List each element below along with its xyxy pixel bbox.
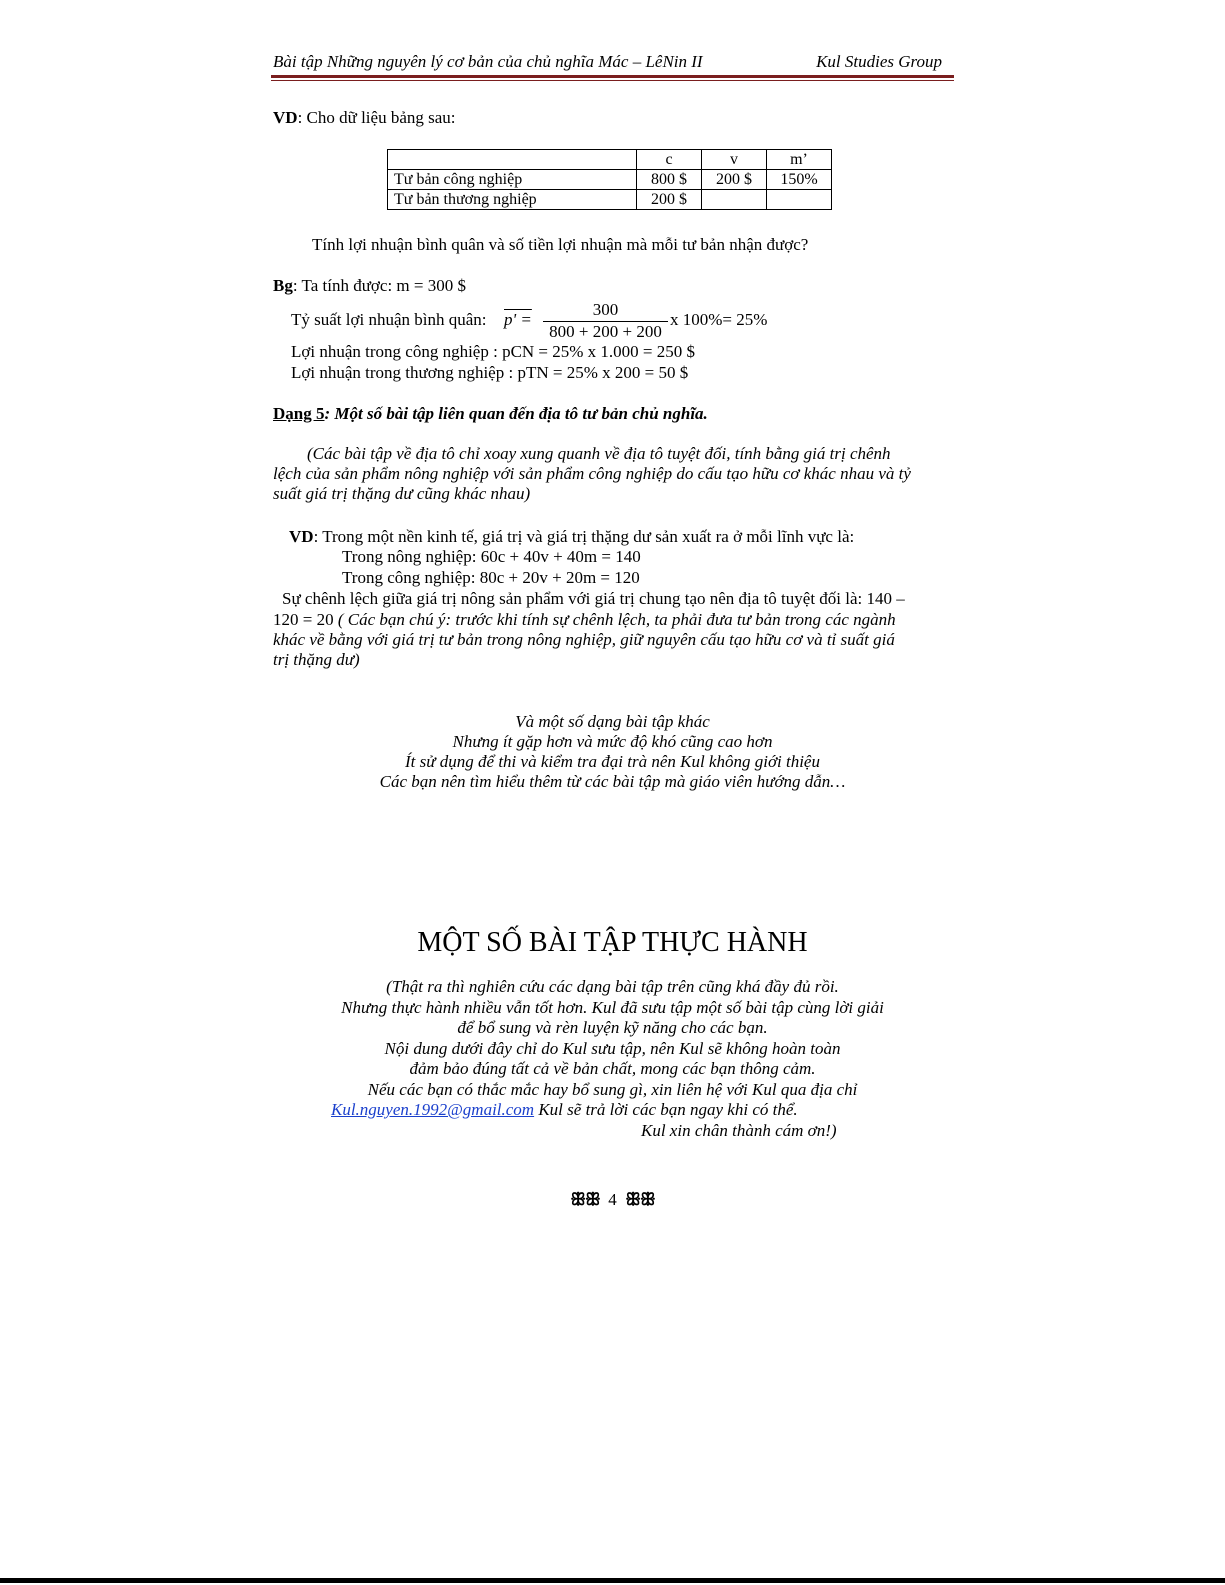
difference-line: Sự chênh lệch giữa giá trị nông sản phẩm với giá trị chung tạo nên địa tô tuyệt đối là: 140 – <box>282 589 905 608</box>
profit-commerce: Lợi nhuận trong thương nghiệp : pTN = 25% x 200 = 50 $ <box>291 363 689 382</box>
table-cell: 200 $ <box>637 190 702 210</box>
running-header-title: Bài tập Những nguyên lý cơ bản của chủ nghĩa Mác – LêNin II <box>273 52 703 71</box>
difference-note-line: khác về bằng với giá trị tư bản trong nông nghiệp, giữ nguyên cấu tạo hữu cơ và tỉ suất giá <box>273 630 895 649</box>
page-number: 4 <box>608 1190 617 1209</box>
dang5-note-line: suất giá trị thặng dư cũng khác nhau) <box>273 484 531 503</box>
table-header-cell: c <box>637 150 702 170</box>
practice-intro-line: đảm bảo đúng tất cả về bản chất, mong các bạn thông cảm. <box>409 1059 816 1078</box>
table-header-row <box>388 150 832 170</box>
difference-note: ( Các bạn chú ý: trước khi tính sự chênh lệch, ta phải đưa tư bản trong các ngành <box>333 610 896 629</box>
table-cell: 150% <box>767 170 832 190</box>
capital-table <box>387 149 832 210</box>
other-types-line: Các bạn nên tìm hiểu thêm từ các bài tập mà giáo viên hướng dẫn… <box>379 772 846 791</box>
bottom-edge-bar <box>0 1578 1225 1583</box>
running-header-group: Kul Studies Group <box>816 52 942 71</box>
rate-label: Tỷ suất lợi nhuận bình quân: <box>291 310 487 329</box>
email-link[interactable]: Kul.nguyen.1992@gmail.com <box>331 1100 535 1119</box>
header-rule-thick <box>271 75 954 78</box>
rate-symbol-text: p' = <box>504 310 532 329</box>
section-label: Dạng 5 <box>273 404 325 423</box>
agriculture-line: Trong nông nghiệp: 60c + 40v + 40m = 140 <box>342 547 641 566</box>
example-text: : Cho dữ liệu bảng sau: <box>297 108 456 127</box>
table-header-cell: m’ <box>767 150 832 170</box>
table-cell: Tư bản thương nghiệp <box>388 190 637 210</box>
industry-line: Trong công nghiệp: 80c + 20v + 20m = 120 <box>342 568 640 587</box>
profit-industry: Lợi nhuận trong công nghiệp : pCN = 25% x 1.000 = 250 $ <box>291 342 696 361</box>
solution-label: Bg <box>273 276 293 295</box>
dang5-note-line: lệch của sản phẩm nông nghiệp với sản phẩm công nghiệp do cấu tạo hữu cơ khác nhau và tỷ <box>273 464 911 483</box>
practice-intro-line: Nếu các bạn có thắc mắc hay bổ sung gì, xin liên hệ với Kul qua địa chỉ <box>367 1080 858 1099</box>
other-types-line: Và một số dạng bài tập khác <box>515 712 710 731</box>
example-text: : Trong một nền kinh tế, giá trị và giá trị thặng dư sản xuất ra ở mỗi lĩnh vực là: <box>313 527 855 546</box>
ornament-left-icon: ꕥꕥ <box>570 1190 600 1209</box>
practice-title: MỘT SỐ BÀI TẬP THỰC HÀNH <box>417 927 808 958</box>
page-footer <box>0 1190 1225 1210</box>
thanks-line: Kul xin chân thành cám ơn!) <box>641 1121 837 1140</box>
example-label: VD <box>273 108 298 127</box>
table-header-cell: v <box>702 150 767 170</box>
rate-result: x 100%= 25% <box>670 310 768 329</box>
contact-text: Kul sẽ trả lời các bạn ngay khi có thể. <box>534 1100 798 1119</box>
section-title: : Một số bài tập liên quan đến địa tô tư bản chủ nghĩa. <box>324 404 708 423</box>
example-1-intro <box>273 108 456 128</box>
solution-intro <box>273 276 466 296</box>
other-types-line: Ít sử dụng để thi và kiểm tra đại trà nên Kul không giới thiệu <box>405 752 820 771</box>
other-types-line: Nhưng ít gặp hơn và mức độ khó cũng cao hơn <box>452 732 773 751</box>
practice-intro-line: để bổ sung và rèn luyện kỹ năng cho các bạn. <box>457 1018 768 1037</box>
practice-intro-line: Nội dung dưới đây chỉ do Kul sưu tập, nên Kul sẽ không hoàn toàn <box>384 1039 841 1058</box>
section-dang-5 <box>273 404 708 424</box>
fraction-denominator: 800 + 200 + 200 <box>549 322 662 341</box>
ornament-right-icon: ꕥꕥ <box>625 1190 655 1209</box>
difference-line <box>273 610 896 630</box>
table-cell: 200 $ <box>702 170 767 190</box>
header-rule-thin <box>271 80 954 81</box>
table-cell: 800 $ <box>637 170 702 190</box>
practice-intro-line: Nhưng thực hành nhiều vẫn tốt hơn. Kul đã sưu tập một số bài tập cùng lời giải <box>341 998 884 1017</box>
example-label: VD <box>289 527 314 546</box>
fraction-numerator: 300 <box>592 300 619 319</box>
difference-note-line: trị thặng dư) <box>273 650 360 669</box>
table-cell <box>767 190 832 210</box>
table-row <box>388 170 832 190</box>
rate-symbol <box>504 310 532 330</box>
contact-line <box>331 1100 798 1120</box>
table-row <box>388 190 832 210</box>
difference-value: 120 = 20 <box>273 610 334 629</box>
rate-fraction <box>543 300 668 342</box>
table-cell <box>702 190 767 210</box>
dang5-note-line: (Các bài tập về địa tô chỉ xoay xung quanh về địa tô tuyệt đối, tính bằng giá trị chênh <box>307 444 891 463</box>
practice-intro-line: (Thật ra thì nghiên cứu các dạng bài tập trên cũng khá đầy đủ rồi. <box>386 977 839 996</box>
solution-line: : Ta tính được: m = 300 $ <box>292 276 466 295</box>
table-header-cell <box>388 150 637 170</box>
question-text: Tính lợi nhuận bình quân và số tiền lợi nhuận mà mỗi tư bản nhận được? <box>312 235 809 254</box>
example-2-intro <box>289 527 854 547</box>
table-cell: Tư bản công nghiệp <box>388 170 637 190</box>
